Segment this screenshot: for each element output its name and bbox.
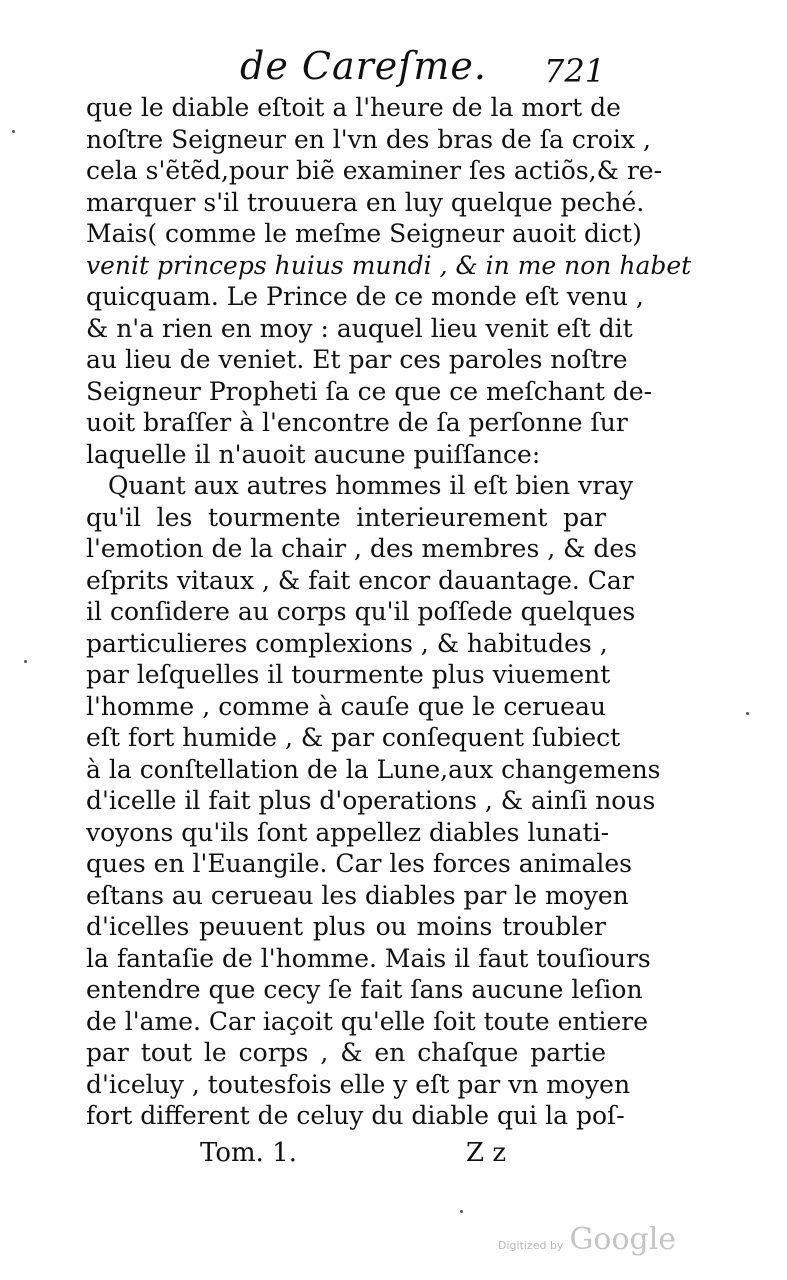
- text-line: marquer s'il trouuera en luy quelque peché.: [86, 187, 645, 217]
- text-line: eſtans au cerueau les diables par le moyen: [86, 880, 629, 910]
- ink-speck: [24, 660, 27, 663]
- text-line: la fantaſie de l'homme. Mais il faut touſiours: [86, 943, 651, 973]
- signature-mark: Tom. 1.: [200, 1138, 297, 1168]
- text-line: ques en l'Euangile. Car les forces animales: [86, 849, 632, 878]
- text-line: entendre que cecy ſe fait ſans aucune leſion: [86, 975, 643, 1004]
- text-line: fort different de celuy du diable qui la poſ-: [86, 1101, 625, 1130]
- ink-speck: [12, 130, 15, 133]
- text-line: d'icelle il fait plus d'operations , & ainſi nous: [86, 786, 656, 815]
- text-line: laquelle il n'auoit aucune puiſſance:: [86, 439, 541, 469]
- catchword: Z z: [466, 1138, 507, 1168]
- text-line: particulieres complexions , & habitudes ,: [86, 628, 608, 658]
- text-line: quicquam. Le Prince de ce monde eſt venu ,: [86, 282, 644, 311]
- text-line: Seigneur Propheti ſa ce que ce meſchant de-: [86, 376, 653, 406]
- text-line: uoit braſſer à l'encontre de ſa perſonne ſur: [86, 408, 628, 437]
- digitized-by-label: Digitized by: [498, 1239, 564, 1252]
- text-line: d'icelles peuuent plus ou moins troubler: [86, 912, 606, 941]
- text-line: par tout le corps , & en chaſque partie: [86, 1038, 606, 1067]
- text-line: eſprits vitaux , & fait encor dauantage. Car: [86, 565, 634, 595]
- text-line: par leſquelles il tourmente plus viuement: [86, 660, 611, 689]
- text-line: d'iceluy , toutesfois elle y eſt par vn moyen: [86, 1069, 631, 1099]
- text-line: Mais( comme le meſme Seigneur auoit dict): [86, 219, 642, 248]
- text-line: au lieu de veniet. Et par ces paroles noſtre: [86, 345, 628, 374]
- text-line: eſt fort humide , & par conſequent ſubiect: [86, 723, 621, 752]
- digitized-watermark: [498, 1222, 676, 1257]
- text-line: que le diable eſtoit a l'heure de la mort de: [86, 93, 621, 122]
- text-line: de l'ame. Car iaçoit qu'elle ſoit toute entiere: [86, 1006, 649, 1036]
- text-line: cela s'ẽtẽd,pour biẽ examiner ſes actiõs,& re-: [86, 156, 663, 185]
- text-line-latin: venit princeps huius mundi , & in me non habet: [86, 250, 692, 280]
- ink-speck: [746, 712, 749, 715]
- paragraph-start-line: Quant aux autres hommes il eſt bien vray: [108, 471, 634, 500]
- text-line: noſtre Seigneur en l'vn des bras de ſa croix ,: [86, 124, 651, 154]
- running-head: de Careſme.: [240, 44, 487, 88]
- text-line: l'homme , comme à cauſe que le cerueau: [86, 691, 606, 721]
- text-line: qu'il les tourmente interieurement par: [86, 502, 606, 532]
- ink-speck: [460, 1210, 463, 1213]
- google-logo: Google: [569, 1222, 677, 1257]
- text-line: & n'a rien en moy : auquel lieu venit eſt dit: [86, 313, 633, 343]
- text-line: voyons qu'ils ſont appellez diables lunati-: [86, 817, 610, 847]
- text-line: à la conſtellation de la Lune,aux changemens: [86, 754, 661, 784]
- text-line: l'emotion de la chair , des membres , & des: [86, 534, 637, 563]
- page-number: 721: [544, 52, 606, 90]
- body-text: [86, 92, 692, 1132]
- text-line: il conſidere au corps qu'il poſſede quelques: [86, 597, 636, 626]
